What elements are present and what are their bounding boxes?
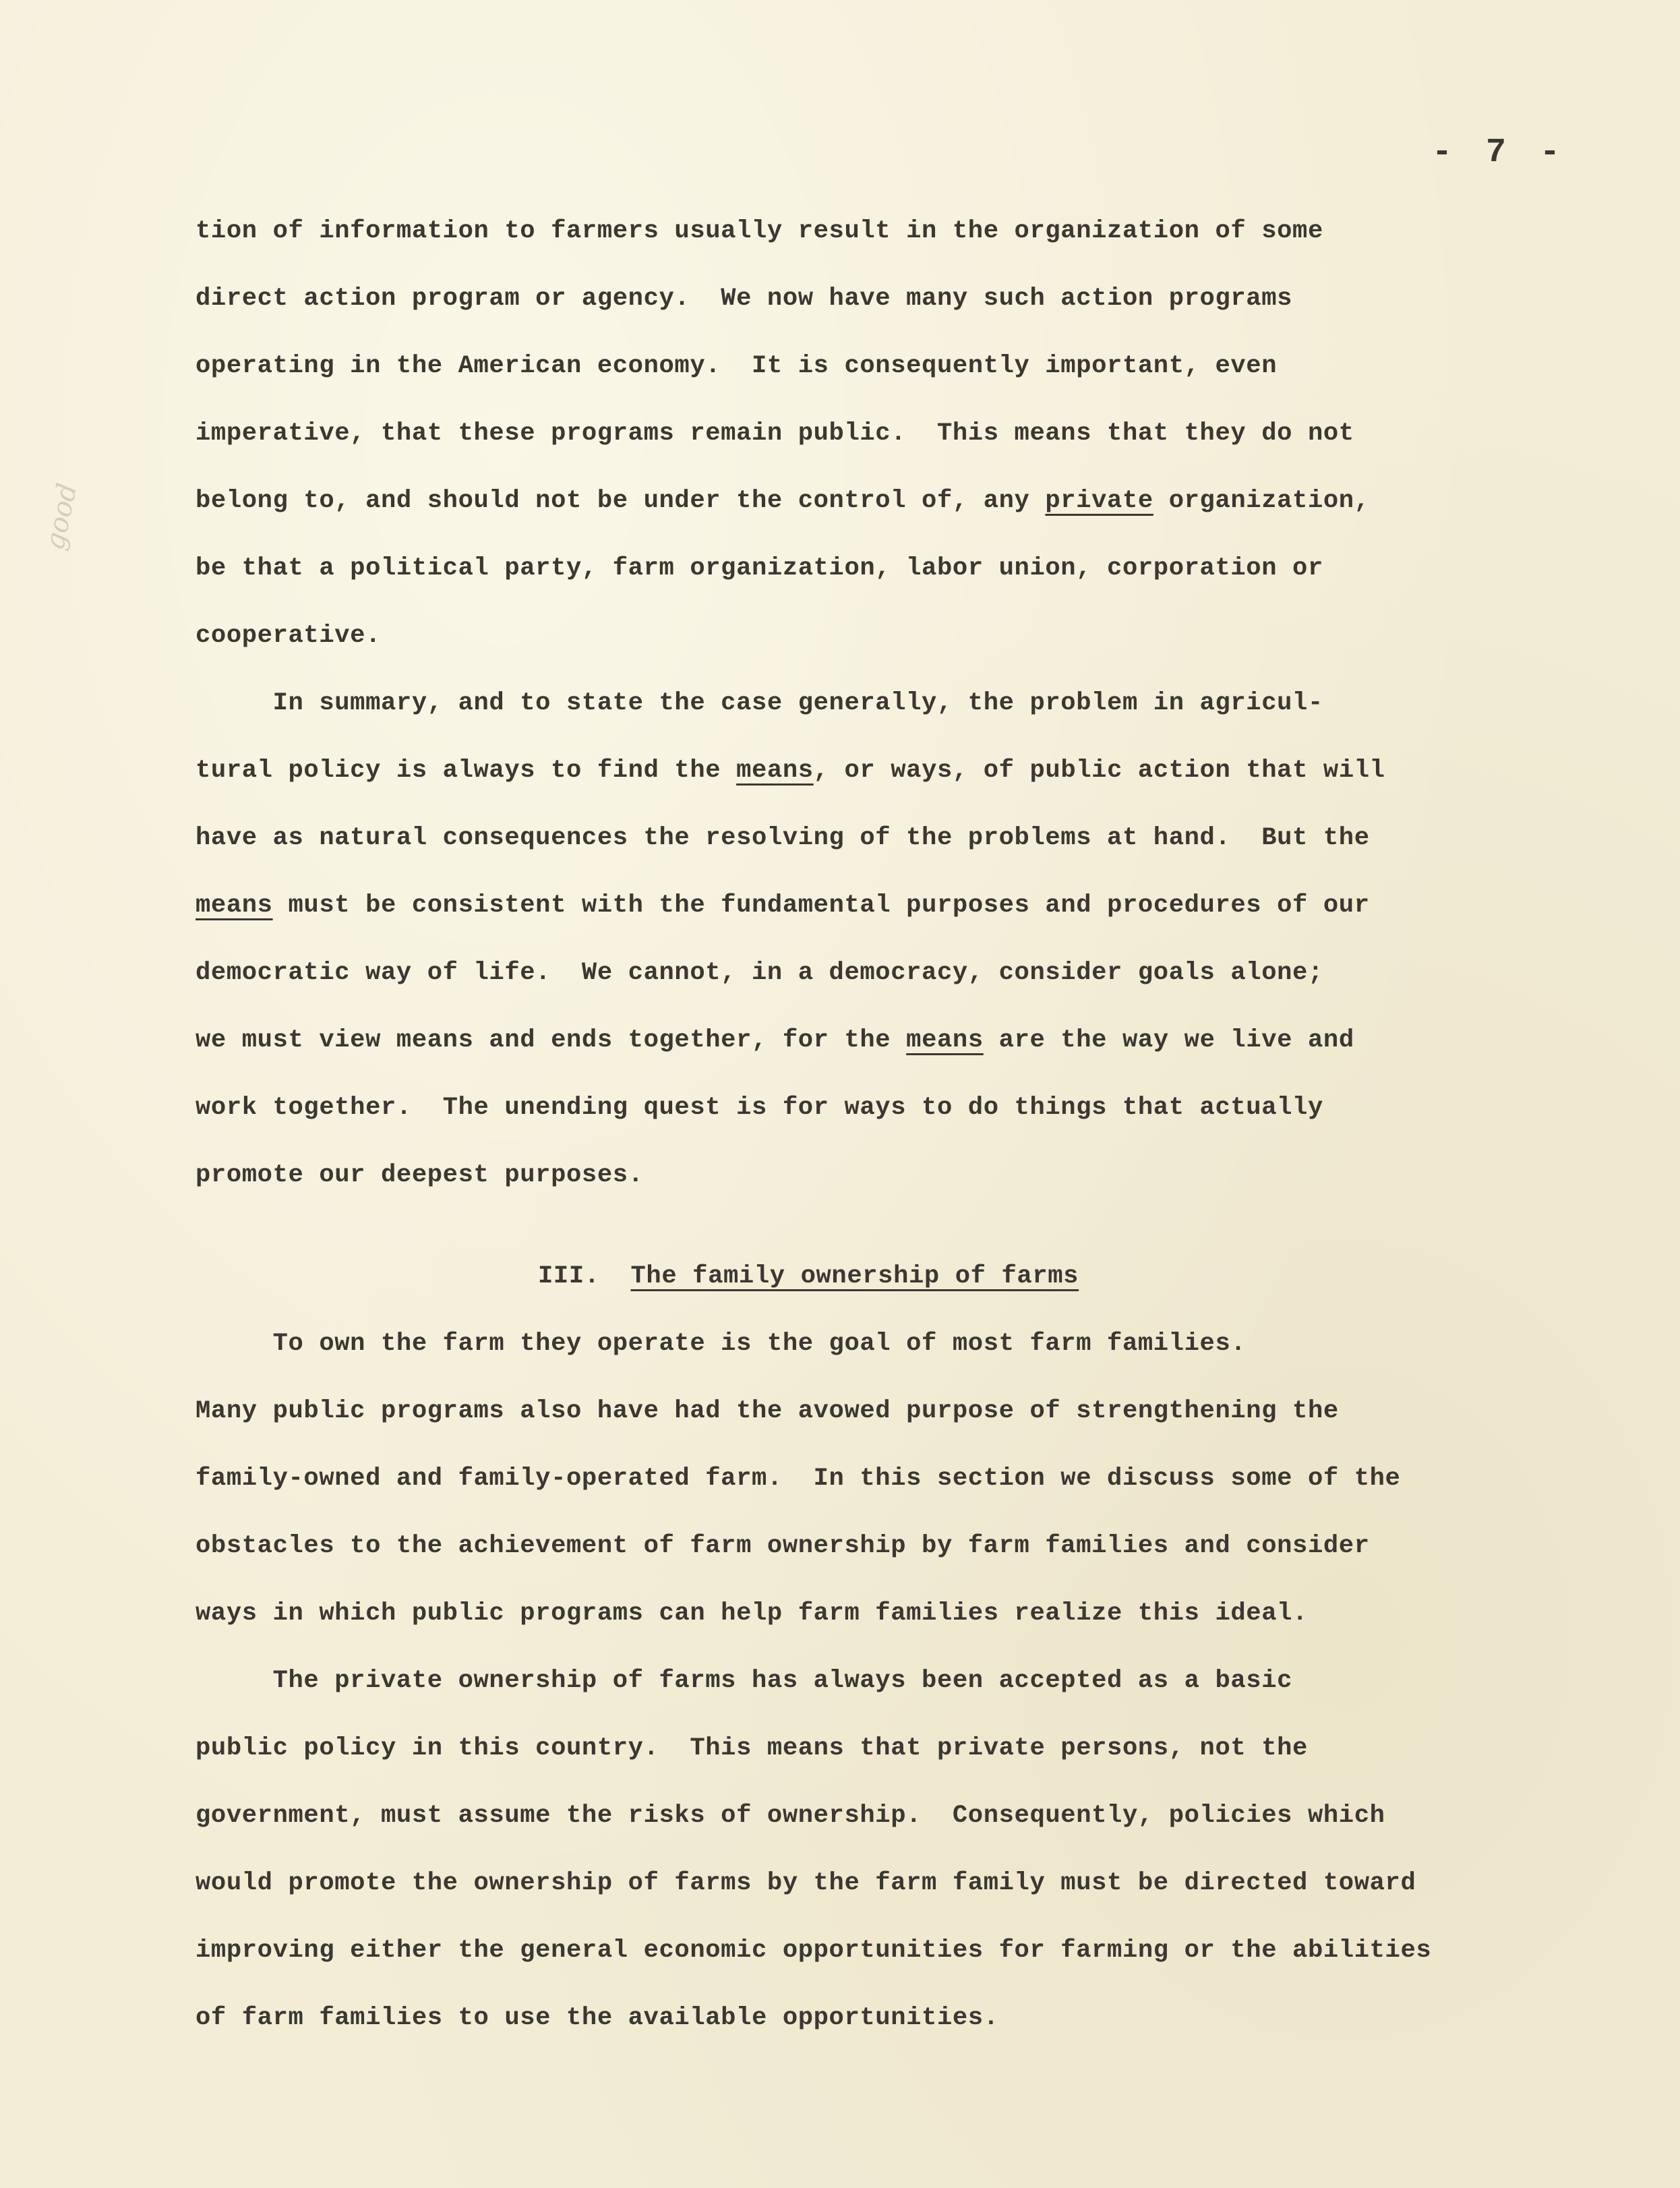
text-segment: organization, (1153, 487, 1370, 515)
paragraph1-line2: direct action program or agency. We now have many such action programs (196, 285, 1293, 313)
paragraph1-line4: imperative, that these programs remain public. This means that they do not (196, 419, 1354, 448)
section-heading (538, 1260, 1079, 1293)
text-segment: are the way we live and (983, 1026, 1354, 1055)
paragraph4-line5: improving either the general economic opportunities for farming or the abilities (196, 1936, 1432, 1965)
text-segment: we must view means and ends together, for the (196, 1026, 907, 1055)
paragraph2-line3: have as natural consequences the resolving of the problems at hand. But the (196, 824, 1370, 852)
paragraph4-line1: The private ownership of farms has always been accepted as a basic (196, 1667, 1293, 1695)
text-segment: , or ways, of public action that will (813, 757, 1385, 785)
underlined-word-means: means (736, 757, 814, 785)
underlined-word-means: means (906, 1026, 984, 1055)
paragraph4-line3: government, must assume the risks of ownership. Consequently, policies which (196, 1802, 1385, 1830)
paragraph2-line5: democratic way of life. We cannot, in a democracy, consider goals alone; (196, 959, 1323, 987)
text-segment: tural policy is always to find the (196, 757, 737, 785)
paragraph3-line4: obstacles to the achievement of farm ownership by farm families and consider (196, 1532, 1370, 1560)
underlined-word-private: private (1045, 487, 1153, 515)
paragraph1-line6: be that a political party, farm organization, labor union, corporation or (196, 554, 1323, 583)
section-numeral: III. (538, 1262, 600, 1291)
paragraph2-line1: In summary, and to state the case generally, the problem in agricul- (196, 689, 1323, 717)
underlined-word-means: means (196, 891, 273, 920)
section-title: The family ownership of farms (630, 1262, 1079, 1291)
handwritten-margin-note: good (39, 480, 84, 553)
paragraph1-line3: operating in the American economy. It is consequently important, even (196, 352, 1278, 380)
paragraph2-line7: work together. The unending quest is for ways to do things that actually (196, 1094, 1323, 1122)
paragraph4-line4: would promote the ownership of farms by the farm family must be directed toward (196, 1869, 1416, 1897)
paragraph1-line7: cooperative. (196, 622, 381, 650)
paragraph2-line8: promote our deepest purposes. (196, 1161, 644, 1189)
paragraph2-line6 (196, 1024, 1354, 1057)
paragraph3-line1: To own the farm they operate is the goal of most farm families. (196, 1330, 1247, 1358)
paragraph2-line4 (196, 889, 1370, 922)
text-segment: belong to, and should not be under the control of, any (196, 487, 1046, 515)
paragraph1-line5 (196, 484, 1370, 518)
paragraph3-line3: family-owned and family-operated farm. In this section we discuss some of the (196, 1465, 1401, 1493)
paragraph2-line2 (196, 754, 1385, 788)
paragraph4-line2: public policy in this country. This means that private persons, not the (196, 1734, 1308, 1763)
paragraph1-line1: tion of information to farmers usually result in the organization of some (196, 217, 1323, 245)
paragraph3-line5: ways in which public programs can help farm families realize this ideal. (196, 1599, 1308, 1628)
page-number: - 7 - (1432, 134, 1567, 172)
paragraph3-line2: Many public programs also have had the avowed purpose of strengthening the (196, 1397, 1339, 1425)
paragraph4-line6: of farm families to use the available opportunities. (196, 2004, 999, 2032)
text-segment: must be consistent with the fundamental purposes and procedures of our (272, 891, 1370, 920)
